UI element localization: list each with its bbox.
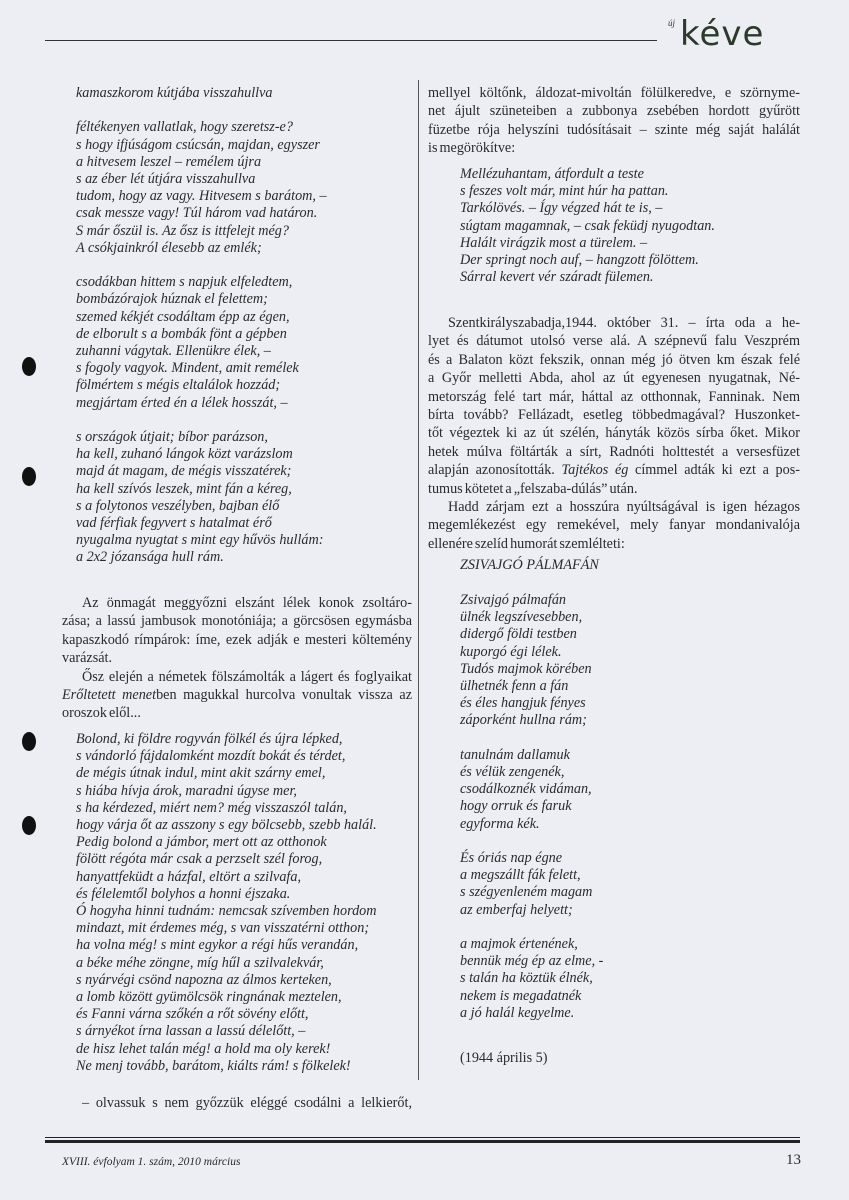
article-paragraph	[62, 1094, 412, 1112]
text-line	[428, 369, 800, 387]
verse-line: tanulnám dallamuk	[460, 746, 570, 763]
text-segment: megemlékezést egy remekével, mely fanyar mondanivalója	[428, 517, 800, 534]
punch-hole	[22, 732, 36, 751]
text-segment: és a Balaton közt fekszik, onnan még jó ötven km észak felé	[428, 351, 800, 368]
verse-line: a lomb között gyümölcsök ringnának meztelen,	[76, 989, 342, 1006]
verse-line: Mellézuhantam, átfordult a teste	[460, 166, 644, 182]
text-segment: hetek múlva föltárták a sírt, Radnóti holttestét a versesfüzet	[428, 443, 800, 460]
text-line	[428, 443, 800, 461]
text-segment: bírta tovább? Fellázadt, esetleg többedmagával? Huszonket-	[428, 407, 800, 424]
text-segment: füzetbe rója helyszíni tudósításait – szinte még saját halálát	[428, 121, 800, 138]
verse-line: Ó hogyha hinni tudnám: nemcsak szívemben hordom	[76, 903, 377, 920]
text-segment: lyet és dátumot utolsó verse alá. A szépnevű falu Veszprém	[428, 333, 800, 350]
stanza-break	[460, 919, 603, 936]
header-rule	[45, 40, 657, 41]
verse-line: ha kell szívós leszek, mint fán a kéreg,	[76, 480, 292, 497]
verse-line: és éles hangjuk fényes	[460, 695, 586, 712]
verse-line: vad férfiak fegyvert s hatalmat érő	[76, 515, 272, 532]
poem-title: ZSIVAJGÓ PÁLMAFÁN	[460, 557, 599, 573]
verse-line: s ha kérdezed, miért nem? még visszaszól talán,	[76, 799, 347, 816]
verse-line: s nyárvégi csönd napozna az álmos kerteken,	[76, 971, 332, 988]
verse-line: zuhanni vágytak. Ellenükre élek, –	[76, 343, 271, 360]
verse-line: és Fanni várna szőkén a rőt sövény előtt,	[76, 1006, 309, 1023]
verse-line: hogy várja őt az asszony s egy bölcsebb, szebb halál.	[76, 817, 377, 834]
verse-line: mindazt, mit érdemes még, s van visszatérni otthon;	[76, 920, 370, 937]
verse-line: s árnyékot írna lassan a lassú délelőtt, –	[76, 1023, 306, 1040]
text-segment: ellenére szelíd humorát szemlélteti:	[428, 535, 625, 552]
verse-line: féltékenyen vallatlak, hogy szeretsz-e?	[76, 119, 293, 136]
verse-line: Pedig bolond a jámbor, mert ott az otthonok	[76, 834, 327, 851]
text-line	[428, 516, 800, 534]
verse-line: fölmértem s mégis eltalálok hozzád;	[76, 377, 281, 394]
text-segment: net ájult szüneteiben a zubbonya zsebében hordott gyűrött	[428, 103, 800, 120]
text-line	[428, 388, 800, 406]
text-line	[428, 480, 800, 498]
verse-line: de elborult s a bombák fönt a gépben	[76, 325, 287, 342]
text-segment: Az önmagát meggyőzni elszánt lélek konok zsoltáro-	[82, 595, 412, 611]
stanza-break	[76, 257, 327, 274]
text-segment: ben magukkal hurcolva vonultak vissza az	[156, 687, 413, 704]
text-line	[62, 631, 412, 649]
article-paragraph	[428, 314, 800, 553]
verse-line: bombázórajok húznak el felettem;	[76, 291, 268, 308]
text-line	[428, 314, 800, 332]
text-segment: oroszok elől...	[62, 705, 141, 722]
text-line	[62, 649, 412, 667]
verse-line: nekem is megadatnék	[460, 987, 582, 1004]
text-line	[62, 686, 412, 704]
issue-info: XVIII. évfolyam 1. szám, 2010 március	[62, 1156, 241, 1168]
verse-line: s szégyenleném magam	[460, 884, 593, 901]
text-segment: Szentkirályszabadja,1944. október 31. – írta oda a he-	[448, 315, 800, 331]
text-line	[428, 139, 800, 157]
verse-line: de hisz lehet talán még! a hold ma oly kerek!	[76, 1040, 331, 1057]
footer-rule	[45, 1137, 800, 1138]
verse-line: és félelemtől bolyhos a honni éjszaka.	[76, 885, 291, 902]
verse-line: csodákban hittem s napjuk elfeledtem,	[76, 274, 293, 291]
poem-excerpt-level-irok	[76, 85, 327, 567]
poem-zsivajgo-palmafan	[460, 592, 603, 1022]
text-line	[428, 498, 800, 516]
verse-line: záporként hullna rám;	[460, 712, 587, 729]
verse-line: ülhetnék fenn a fán	[460, 678, 569, 695]
verse-line: A csókjainkról élesebb az emlék;	[76, 239, 262, 256]
verse-line: s hiába hívja árok, maradni úgyse mer,	[76, 782, 297, 799]
verse-line: bennük még ép az elme, -	[460, 953, 604, 970]
verse-line: Sárral kevert vér száradt fülemen.	[460, 269, 654, 286]
verse-line: csak messze vagy! Túl három vad határon.	[76, 205, 318, 222]
verse-line: hogy orruk és faruk	[460, 798, 572, 815]
text-line	[428, 461, 800, 479]
punch-hole	[22, 816, 36, 835]
verse-line: ha volna még! s mint egykor a régi hűs verandán,	[76, 937, 359, 954]
verse-line: fölött régóta már csak a perzselt szél forog,	[76, 851, 323, 868]
text-line	[428, 406, 800, 424]
text-line	[428, 535, 800, 553]
verse-line: és vélük zengenék,	[460, 764, 565, 781]
text-segment: tumus kötetet a „felszaba-dúlás” után.	[428, 480, 638, 497]
verse-line: s talán ha köztük élnék,	[460, 970, 593, 987]
text-segment: Hadd zárjam ezt a hosszúra nyúltságával is igen hézagos	[448, 499, 800, 516]
verse-line: s az éber lét útjára visszahullva	[76, 171, 256, 187]
verse-line: Der springt noch auf, – hangzott fölöttem.	[460, 252, 699, 269]
verse-line: Bolond, ki földre rogyván fölkél és újra lépked,	[76, 731, 343, 747]
verse-line: Ne menj tovább, barátom, kiálts rám! s fölkelek!	[76, 1057, 351, 1074]
poem-excerpt-razglednica	[460, 166, 715, 286]
text-line	[428, 121, 800, 139]
text-segment: mellyel költőnk, áldozat-mivoltán fölülkeredve, e szörnyme-	[428, 85, 800, 101]
verse-line: hanyattfeküdt a házfal, eltört a szilvafa,	[76, 868, 302, 885]
verse-line: Tarkólövés. – Így végzed hát te is, –	[460, 200, 663, 217]
text-line	[62, 594, 412, 612]
text-segment: – olvassuk s nem győzzük eléggé csodálni a lelkierőt,	[82, 1095, 412, 1111]
text-line	[428, 351, 800, 369]
verse-line: s vándorló fájdalomként mozdít bokát és térdet,	[76, 748, 346, 765]
column-divider	[418, 80, 419, 1080]
verse-line: s feszes volt már, mint húr ha pattan.	[460, 183, 669, 200]
verse-line: tudom, hogy az vagy. Hitvesem s barátom, –	[76, 188, 327, 205]
verse-line: a béke méhe zöngne, míg hűl a szilvalekvár,	[76, 954, 324, 971]
verse-line: nyugalma nyugtat s mint egy hűvös hullám:	[76, 532, 324, 549]
text-segment: metország felé tart már, háttal az otthonnak, Fanninak. Nem	[428, 388, 800, 405]
italic-title: Erőltetett menet	[62, 687, 157, 704]
verse-line: csodálkoznék vidáman,	[460, 781, 592, 798]
stanza-break	[76, 412, 327, 429]
text-segment: zása; a lassú jambusok monotóniája; a görcsösen egymásba	[62, 613, 412, 630]
text-segment: alapján azonosították.	[428, 462, 562, 479]
text-segment: Ősz elején a németek fölszámolták a lágert és foglyaikat	[82, 668, 412, 685]
footer-rule-thick	[45, 1140, 800, 1143]
punch-hole	[22, 357, 36, 376]
verse-line: s a folytonos veszélyben, bajban élő	[76, 497, 280, 514]
verse-line: s országok útjait; bíbor parázson,	[76, 429, 268, 446]
verse-line: Tudós majmok körében	[460, 660, 592, 677]
verse-line: a 2x2 józansága hull rám.	[76, 549, 224, 566]
verse-line: súgtam magamnak, – csak feküdj nyugodtan.	[460, 217, 715, 234]
stanza-break	[460, 730, 603, 747]
text-segment: címmel adták ki ezt a pos-	[628, 462, 800, 479]
punch-hole	[22, 467, 36, 486]
stanza-break	[460, 833, 603, 850]
logo-prefix: új	[668, 18, 676, 28]
text-line	[62, 704, 412, 722]
text-segment: kapaszkodó rímpárok: íme, ezek adják e mesteri költemény	[62, 631, 412, 648]
text-line	[62, 1094, 412, 1112]
text-line	[428, 84, 800, 102]
verse-line: a megszállt fák felett,	[460, 867, 581, 884]
verse-line: s fogoly vagyok. Mindent, amit remélek	[76, 360, 299, 377]
page-number: 13	[786, 1152, 801, 1168]
text-line	[428, 424, 800, 442]
verse-line: a majmok értenének,	[460, 936, 578, 953]
text-segment: a Győr melletti Abda, ahol az út egyenesen nyugatnak, Né-	[428, 370, 800, 387]
verse-line: És óriás nap égne	[460, 850, 563, 867]
verse-line: egyforma kék.	[460, 815, 540, 832]
text-segment: varázsát.	[62, 650, 113, 667]
text-line	[62, 612, 412, 630]
poem-date: (1944 április 5)	[460, 1050, 548, 1066]
verse-line: az emberfaj helyett;	[460, 901, 573, 918]
verse-line: kuporgó égi lélek.	[460, 643, 562, 660]
text-line	[428, 102, 800, 120]
verse-line: s hogy ifjúságom csúcsán, majdan, egyszer	[76, 136, 320, 153]
verse-line: ülnék legszívesebben,	[460, 609, 583, 626]
text-line	[62, 668, 412, 686]
logo-title: kéve	[680, 14, 765, 54]
poem-excerpt-eroltetett-menet	[76, 731, 377, 1075]
verse-line: S már őszül is. Az ősz is ittfelejt még?	[76, 222, 289, 239]
text-line	[428, 332, 800, 350]
article-paragraph	[62, 594, 412, 723]
article-paragraph	[428, 84, 800, 158]
verse-line: Zsivajgó pálmafán	[460, 592, 567, 608]
verse-line: Halált virágzik most a türelem. –	[460, 234, 648, 251]
verse-line: kamaszkorom kútjába visszahullva	[76, 85, 273, 101]
stanza-break	[76, 102, 327, 119]
verse-line: megjártam érted én a lélek hosszát, –	[76, 394, 288, 411]
text-segment: is megörökítve:	[428, 140, 516, 157]
verse-line: szemed kékjét csodáltam épp az égen,	[76, 308, 290, 325]
text-segment: tőt végeztek ki az út szélén, hányták közös sírba őket. Mikor	[428, 425, 800, 442]
verse-line: majd át magam, de mégis visszatérek;	[76, 463, 292, 480]
verse-line: a hitvesem leszel – remélem újra	[76, 153, 262, 170]
verse-line: de mégis útnak indul, mint akit szárny emel,	[76, 765, 326, 782]
verse-line: ha kell, zuhanó lángok közt varázslom	[76, 446, 293, 463]
verse-line: a jó halál kegyelme.	[460, 1004, 575, 1021]
italic-title: Tajtékos ég	[561, 462, 629, 479]
verse-line: didergő földi testben	[460, 626, 577, 643]
